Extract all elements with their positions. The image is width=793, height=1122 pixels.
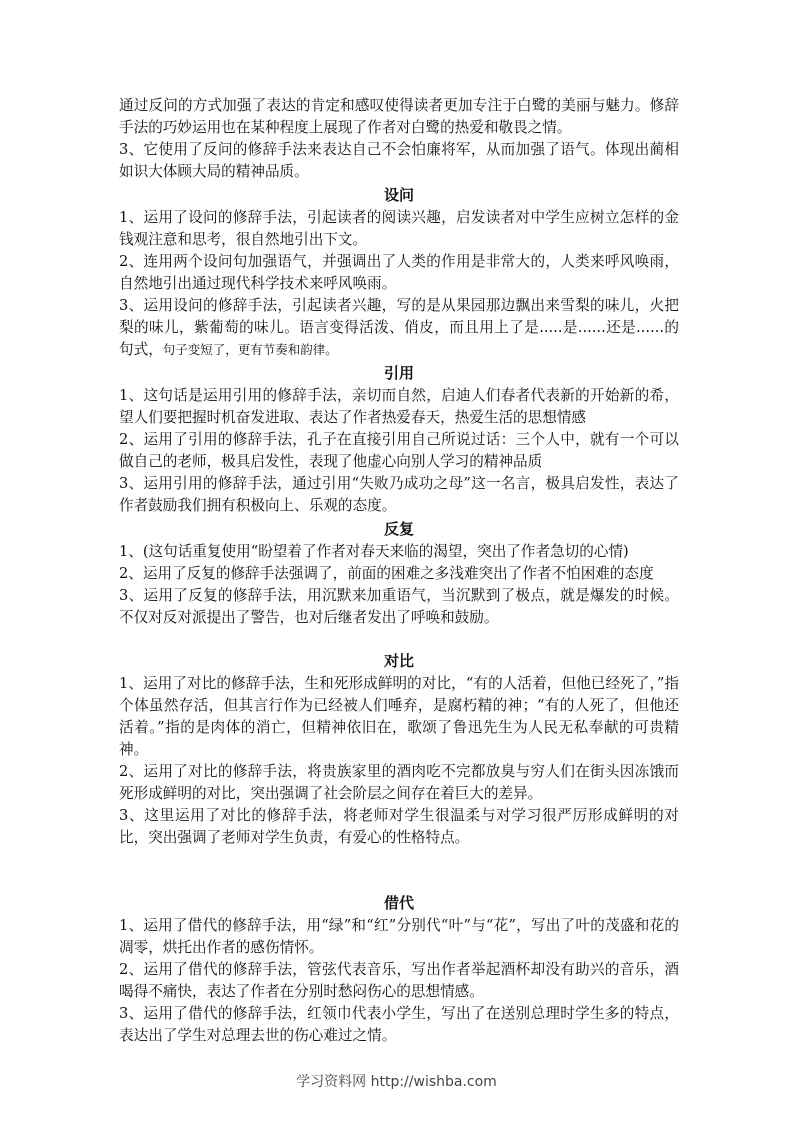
page-footer: 学习资料网 http://wishba.com	[296, 1074, 497, 1090]
section-paragraph	[119, 295, 679, 361]
section-paragraph: 1、(这句话重复使用“盼望着了作者对春天来临的渴望，突出了作者急切的心情)	[119, 543, 629, 560]
section-paragraph: 2、连用两个设问句加强语气，并强调出了人类的作用是非常大的，人类来呼风唤雨，自然地引出通过现代科学技术来呼风唤雨。	[119, 253, 679, 292]
paragraph-text: 3、运用设问的修辞手法，引起读者兴趣，写的是从果园那边飘出来雪梨的味儿，火把梨的味儿，紫葡萄的味儿。语言变得活泼、俏皮，而且用上了是.....是......还是......的句式，	[119, 297, 679, 358]
section-paragraph: 1、这句话是运用引用的修辞手法，亲切而自然，启迪人们春者代表新的开始新的希，望人们要把握时机奋发进取、表达了作者热爱春天，热爱生活的思想情感	[119, 387, 679, 426]
paragraph-small-text: 句子变短了，更有节奏和韵律。	[162, 342, 338, 357]
section-heading-fanfu: 反复	[383, 520, 414, 538]
section-paragraph: 2、运用了引用的修辞手法，孔子在直接引用自己所说过话：三个人中，就有一个可以做自己的老师，极具启发性，表现了他虚心向别人学习的精神品质	[119, 431, 679, 470]
section-paragraph: 3、运用引用的修辞手法，通过引用“失败乃成功之母”这一名言，极具启发性，表达了作者鼓励我们拥有积极向上、乐观的态度。	[119, 475, 679, 514]
section-paragraph: 3、运用了借代的修辞手法，红领巾代表小学生，写出了在送别总理时学生多的特点，表达出了学生对总理去世的伤心难过之情。	[119, 1005, 679, 1044]
section-paragraph: 3、这里运用了对比的修辞手法，将老师对学生很温柔与对学习很严厉形成鲜明的对比，突出强调了老师对学生负责，有爱心的性格特点。	[119, 807, 679, 846]
section-paragraph: 2、运用了对比的修辞手法，将贵族家里的酒肉吃不完都放臭与穷人们在街头因冻饿而死形成鲜明的对比，突出强调了社会阶层之间存在着巨大的差异。	[119, 763, 679, 802]
section-paragraph: 2、运用了反复的修辞手法强调了，前面的困难之多浅难突出了作者不怕困难的态度	[119, 565, 654, 582]
spacer	[119, 629, 679, 649]
intro-paragraph: 通过反问的方式加强了表达的肯定和感叹使得读者更加专注于白鹭的美丽与魅力。修辞手法的巧妙运用也在某种程度上展现了作者对白鹭的热爱和敬畏之情。	[119, 97, 679, 136]
document-body	[119, 95, 679, 1047]
section-paragraph: 3、运用了反复的修辞手法，用沉默来加重语气，当沉默到了极点，就是爆发的时候。不仅对反对派提出了警告，也对后继者发出了呼唤和鼓励。	[119, 587, 679, 626]
section-paragraph: 2、运用了借代的修辞手法，管弦代表音乐，写出作者举起酒杯却没有助兴的音乐，酒喝得不痛快，表达了作者在分别时愁闷伤心的思想情感。	[119, 961, 679, 1000]
section-heading-jiedai: 借代	[383, 894, 414, 912]
section-heading-shewen: 设问	[383, 186, 414, 204]
section-heading-yinyong: 引用	[383, 364, 414, 382]
section-paragraph: 1、运用了对比的修辞手法，生和死形成鲜明的对比，“有的人活着，但他已经死了，”指个体虽然存活，但其言行作为已经被人们唾弃，是腐朽精的神；“有的人死了，但他还活着。”指的是肉体的消亡，但精神依旧在，歌颂了鲁迅先生为人民无私奉献的可贵精神。	[119, 675, 679, 758]
spacer	[119, 849, 679, 891]
section-paragraph: 1、运用了借代的修辞手法，用“绿”和“红”分别代“叶”与“花”，写出了叶的茂盛和花的凋零，烘托出作者的感伤情怀。	[119, 917, 679, 956]
section-heading-duibi: 对比	[383, 652, 414, 670]
section-paragraph: 1、运用了设问的修辞手法，引起读者的阅读兴趣，启发读者对中学生应树立怎样的金钱观注意和思考，很自然地引出下文。	[119, 209, 679, 248]
intro-paragraph: 3、它使用了反问的修辞手法来表达自己不会怕廉将军，从而加强了语气。体现出蔺相如识大体顾大局的精神品质。	[119, 141, 679, 180]
